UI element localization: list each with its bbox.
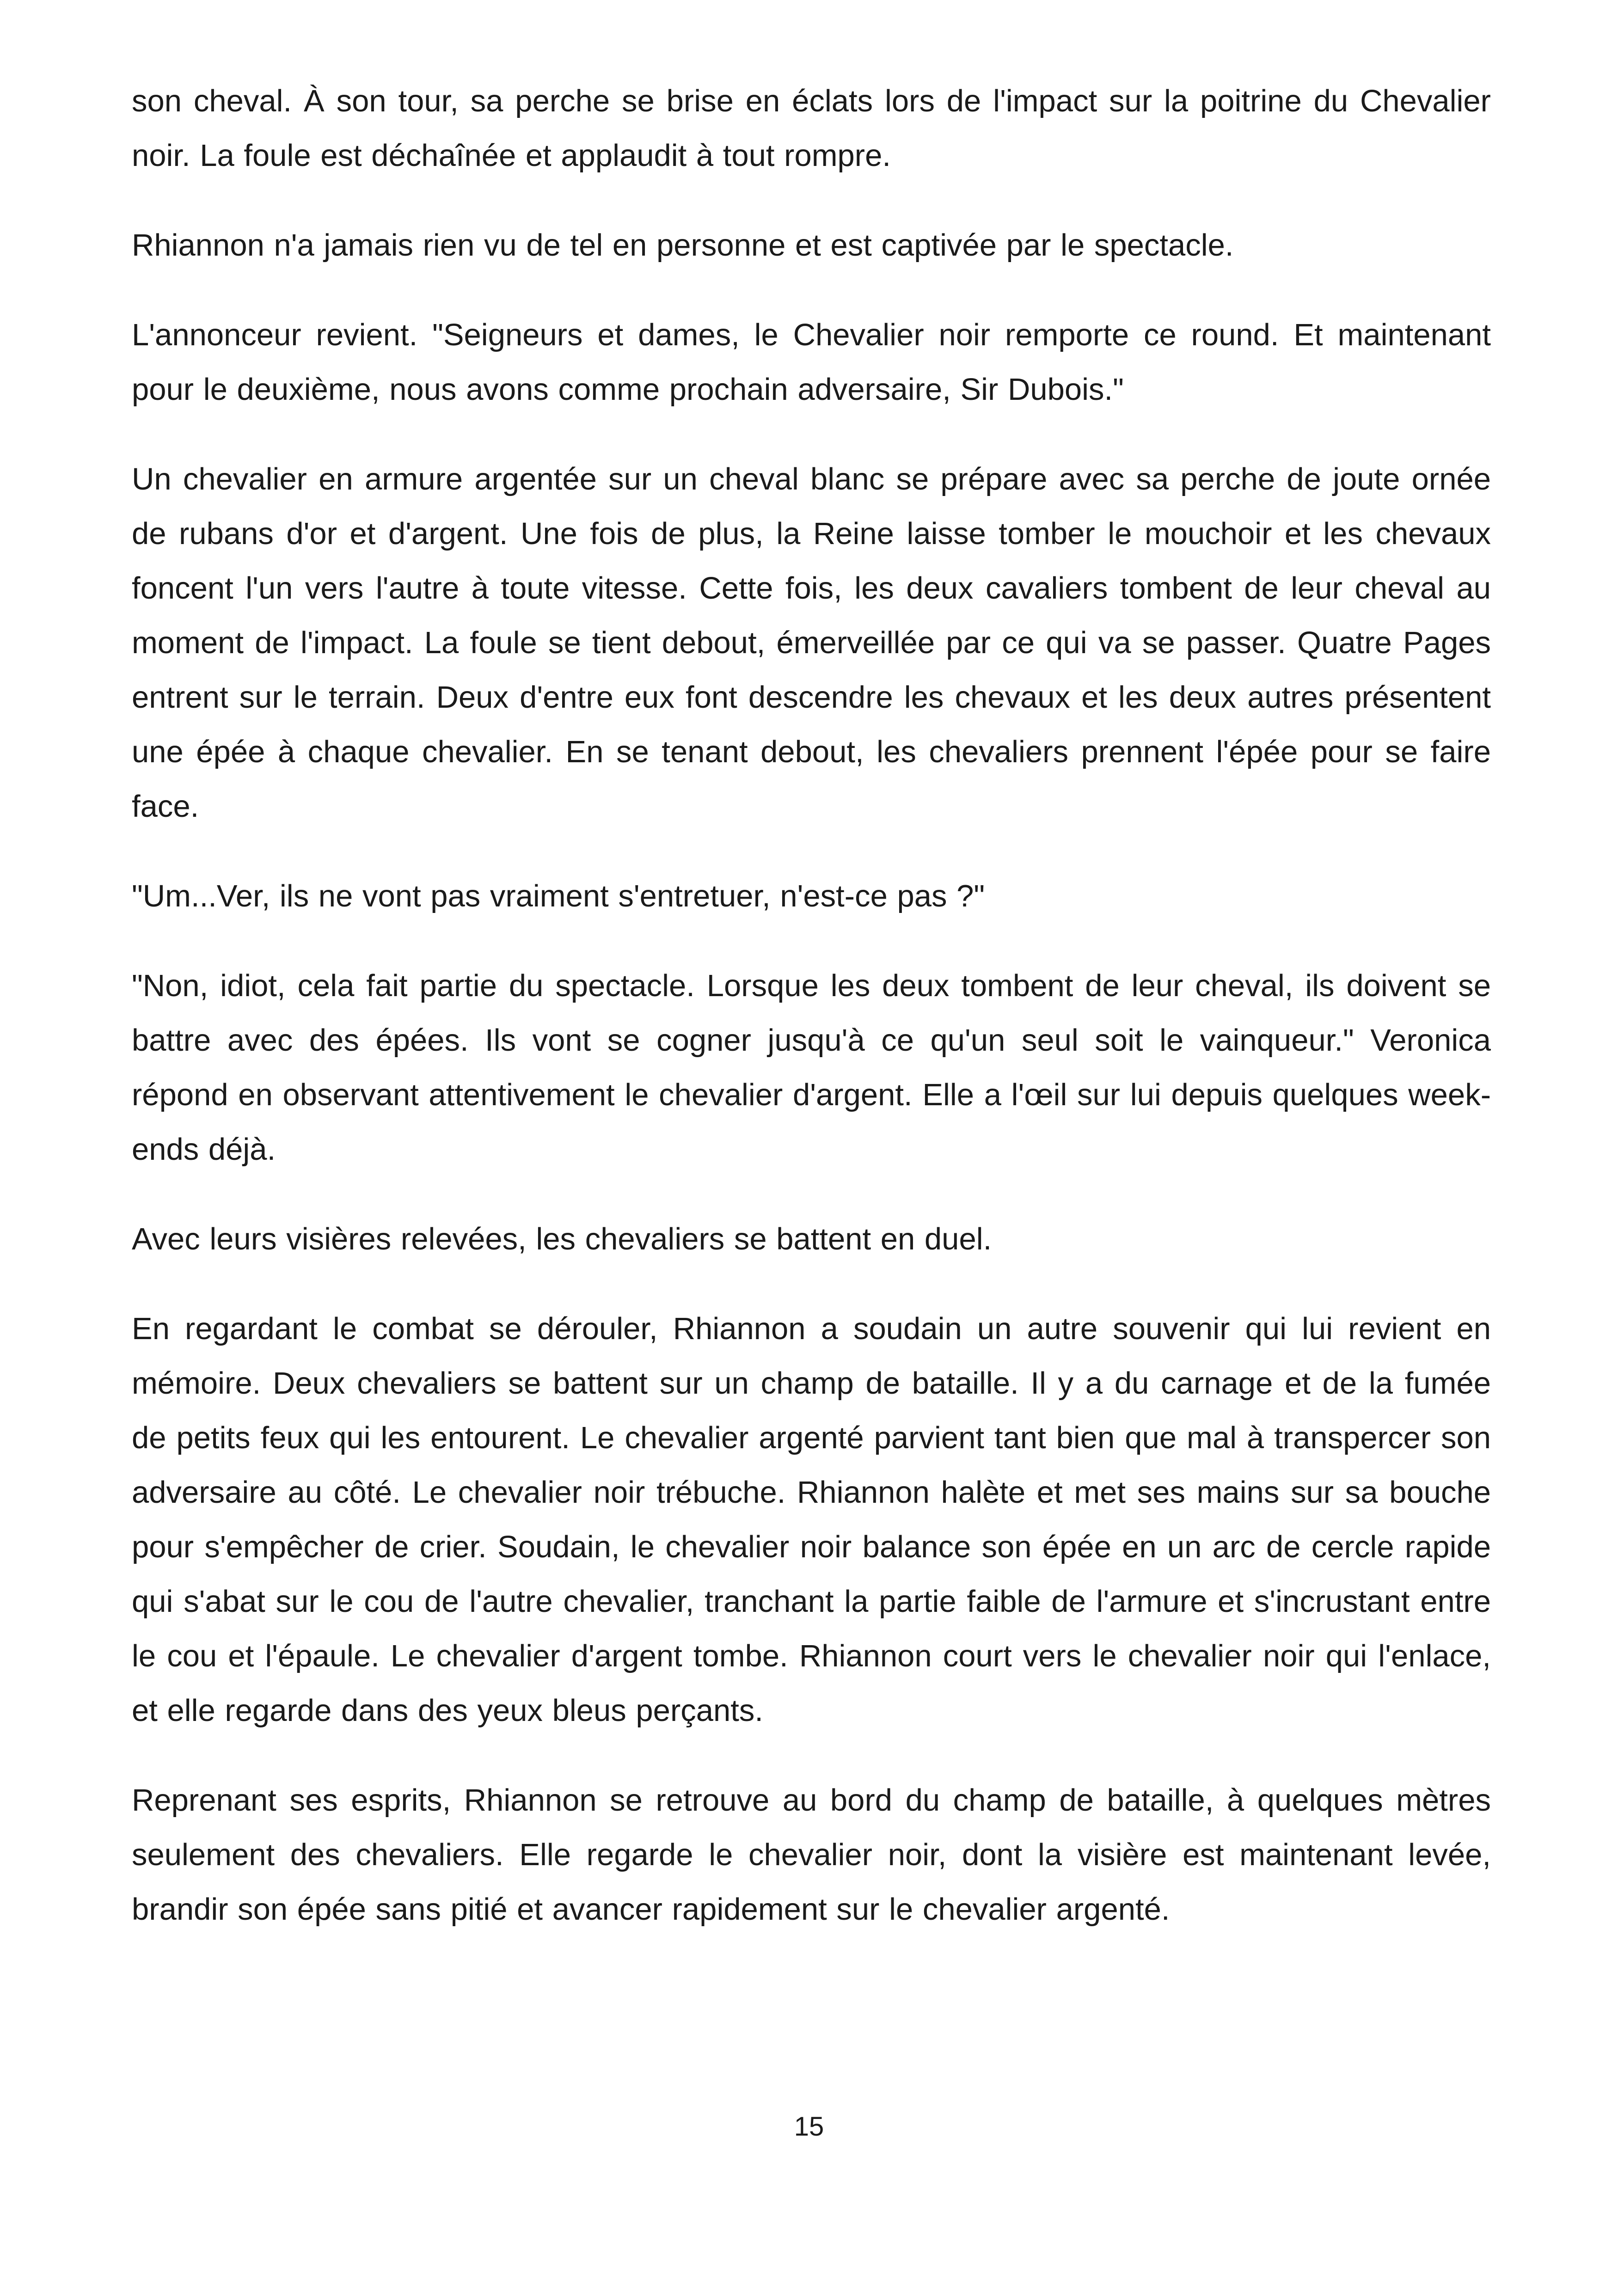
paragraph: son cheval. À son tour, sa perche se brise en éclats lors de l'impact sur la poitrine du Chevalier noir. La foule est déchaînée et applaudit à tout rompre. — [132, 84, 1491, 173]
paragraph: Rhiannon n'a jamais rien vu de tel en personne et est captivée par le spectacle. — [132, 228, 1234, 263]
page-number: 15 — [794, 2112, 824, 2142]
paragraph: L'annonceur revient. "Seigneurs et dames, le Chevalier noir remporte ce round. Et maintenant pour le deuxième, nous avons comme prochain adversaire, Sir Dubois." — [132, 318, 1491, 407]
page-body — [132, 74, 1491, 1972]
paragraph: "Um...Ver, ils ne vont pas vraiment s'entretuer, n'est-ce pas ?" — [132, 879, 985, 913]
paragraph: "Non, idiot, cela fait partie du spectacle. Lorsque les deux tombent de leur cheval, ils doivent se battre avec des épées. Ils vont se cogner jusqu'à ce qu'un seul soit le vainqueur." Veronica répond en observant attentivement le chevalier d'argent. Elle a l'œil sur lui depuis quelques week-ends déjà. — [132, 968, 1491, 1167]
paragraph: Avec leurs visières relevées, les chevaliers se battent en duel. — [132, 1222, 992, 1256]
paragraph: En regardant le combat se dérouler, Rhiannon a soudain un autre souvenir qui lui revient en mémoire. Deux chevaliers se battent sur un champ de bataille. Il y a du carnage et de la fumée de petits feux qui les entourent. Le chevalier argenté parvient tant bien que mal à transpercer son adversaire au côté. Le chevalier noir trébuche. Rhiannon halète et met ses mains sur sa bouche pour s'empêcher de crier. Soudain, le chevalier noir balance son épée en un arc de cercle rapide qui s'abat sur le cou de l'autre chevalier, tranchant la partie faible de l'armure et s'incrustant entre le cou et l'épaule. Le chevalier d'argent tombe. Rhiannon court vers le chevalier noir qui l'enlace, et elle regarde dans des yeux bleus perçants. — [132, 1311, 1491, 1728]
paragraph: Reprenant ses esprits, Rhiannon se retrouve au bord du champ de bataille, à quelques mètres seulement des chevaliers. Elle regarde le chevalier noir, dont la visière est maintenant levée, brandir son épée sans pitié et avancer rapidement sur le chevalier argenté. — [132, 1783, 1491, 1927]
paragraph: Un chevalier en armure argentée sur un cheval blanc se prépare avec sa perche de joute ornée de rubans d'or et d'argent. Une fois de plus, la Reine laisse tomber le mouchoir et les chevaux foncent l'un vers l'autre à toute vitesse. Cette fois, les deux cavaliers tombent de leur cheval au moment de l'impact. La foule se tient debout, émerveillée par ce qui va se passer. Quatre Pages entrent sur le terrain. Deux d'entre eux font descendre les chevaux et les deux autres présentent une épée à chaque chevalier. En se tenant debout, les chevaliers prennent l'épée pour se faire face. — [132, 462, 1491, 824]
